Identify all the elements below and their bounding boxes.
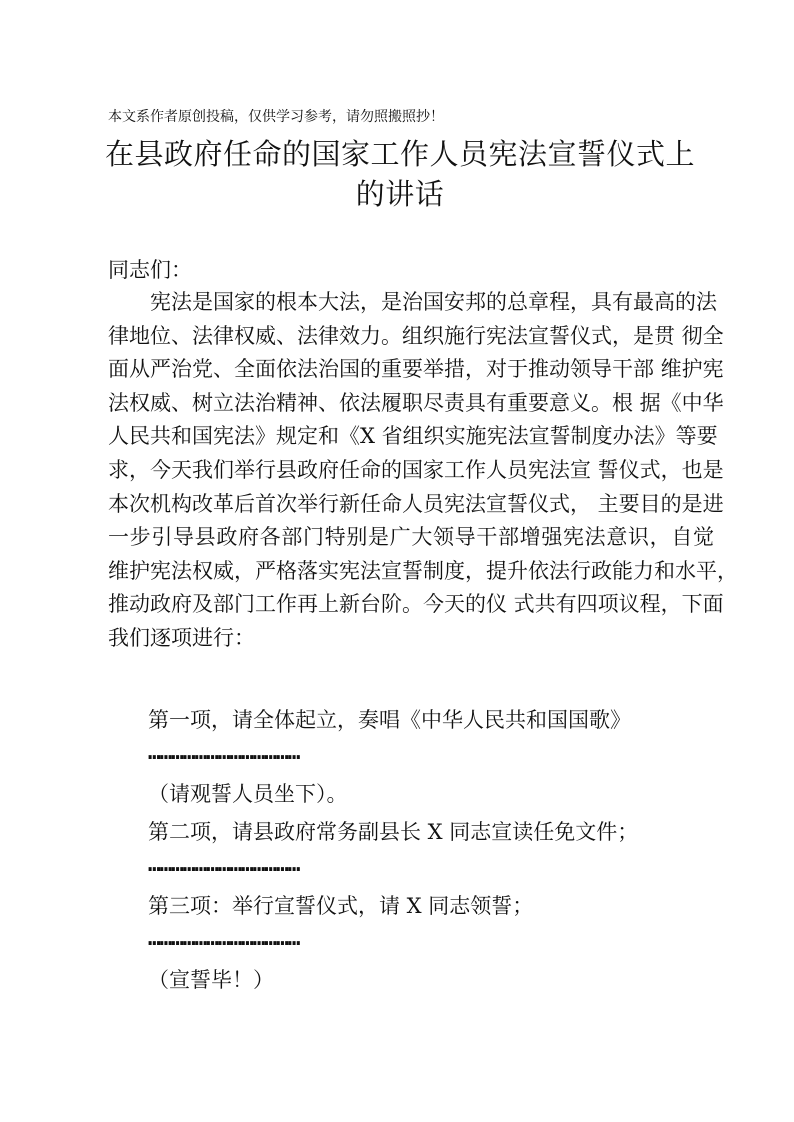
body-paragraph — [108, 286, 738, 656]
paragraph-line: 面从严治党、全面依法治国的重要举措，对于推动领导干部 维护宪 — [108, 357, 724, 382]
agenda-item-1: 第一项，请全体起立，奏唱《中华人民共和国国歌》 — [148, 708, 631, 732]
agenda-note-1: （请观誓人员坐下）。 — [148, 782, 348, 806]
agenda-item-3: 第三项：举行宣誓仪式，请 X 同志领誓； — [148, 894, 534, 918]
paragraph-line: 宪法是国家的根本大法，是治国安邦的总章程，具有最高的法 — [150, 290, 717, 314]
dotted-leader-3: ………………………………… — [148, 926, 300, 950]
document-title — [100, 134, 700, 214]
paragraph-line: 法权威、树立法治精神、依法履职尽责具有重要意义。根 据《中华 — [108, 390, 724, 415]
paragraph-line: 一步引导县政府各部门特别是广大领导干部增强宪法意识，自觉 — [108, 525, 714, 550]
paragraph-line: 推动政府及部门工作再上新台阶。今天的仪 式共有四项议程，下面 — [108, 592, 724, 617]
paragraph-line: 本次机构改革后首次举行新任命人员宪法宣誓仪式， 主要目的是进 — [108, 491, 724, 516]
title-line-1: 在县政府任命的国家工作人员宪法宣誓仪式上 — [104, 137, 695, 171]
salutation: 同志们： — [108, 258, 192, 282]
paragraph-line: 人民共和国宪法》规定和《X 省组织实施宪法宣誓制度办法》等要 — [108, 424, 718, 449]
paragraph-line: 求，今天我们举行县政府任命的国家工作人员宪法宣 誓仪式，也是 — [108, 457, 724, 482]
paragraph-line: 维护宪法权威，严格落实宪法宣誓制度，提升依法行政能力和水平， — [108, 558, 738, 583]
dotted-leader-1: ………………………………… — [148, 740, 300, 764]
agenda-note-3: （宣誓毕！） — [148, 968, 274, 992]
agenda-item-2: 第二项，请县政府常务副县长 X 同志宣读任免文件； — [148, 820, 639, 844]
paragraph-line: 律地位、法律权威、法律效力。组织施行宪法宣誓仪式，是贯 彻全 — [108, 323, 724, 348]
paragraph-line: 我们逐项进行： — [108, 625, 255, 650]
title-line-2: 的讲话 — [355, 177, 445, 211]
author-note: 本文系作者原创投稿，仅供学习参考，请勿照搬照抄！ — [108, 109, 444, 125]
dotted-leader-2: ………………………………… — [148, 852, 300, 876]
